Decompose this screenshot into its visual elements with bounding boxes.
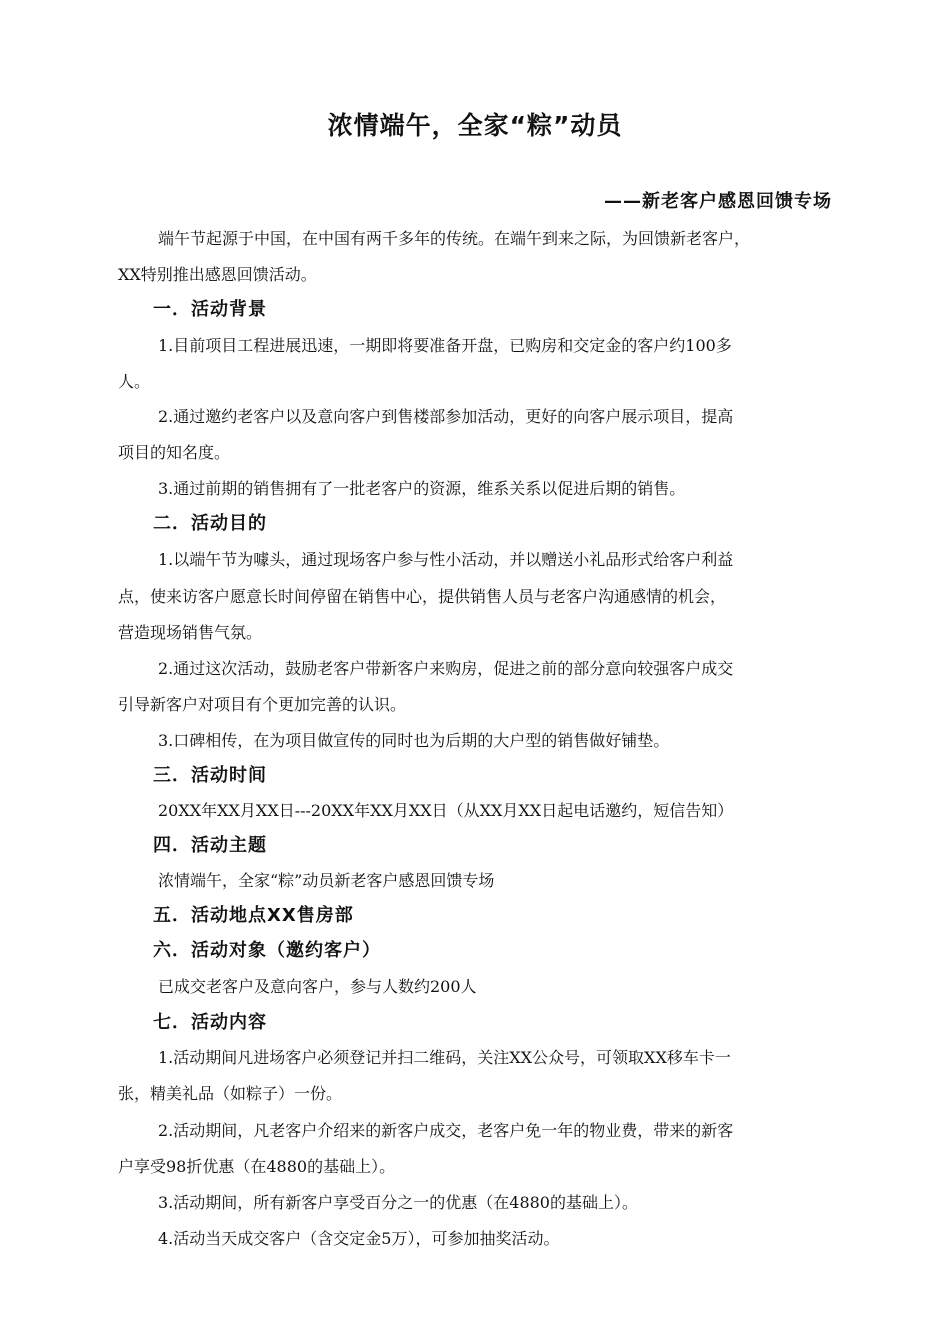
section-heading-location: 五．活动地点XX售房部: [153, 905, 354, 926]
paragraph-line: 引导新客户对项目有个更加完善的认识。: [118, 695, 407, 714]
paragraph-line: 浓情端午，全家“粽”动员新老客户感恩回馈专场: [158, 871, 495, 890]
paragraph-line: 张，精美礼品（如粽子）一份。: [118, 1084, 343, 1103]
paragraph-line: 项目的知名度。: [118, 443, 231, 462]
section-heading-theme: 四．活动主题: [153, 835, 267, 856]
intro-line: 端午节起源于中国，在中国有两千多年的传统。在端午到来之际，为回馈新老客户，: [158, 229, 751, 248]
paragraph-line: 1.以端午节为噱头，通过现场客户参与性小活动，并以赠送小礼品形式给客户利益: [158, 550, 734, 569]
section-heading-background: 一．活动背景: [153, 299, 267, 320]
intro-line: XX特别推出感恩回馈活动。: [118, 265, 317, 284]
section-heading-purpose: 二．活动目的: [153, 513, 267, 534]
paragraph-line: 营造现场销售气氛。: [118, 623, 263, 642]
section-heading-time: 三．活动时间: [153, 765, 267, 786]
paragraph-line: 点，使来访客户愿意长时间停留在销售中心，提供销售人员与老客户沟通感情的机会，: [118, 587, 727, 606]
paragraph-line: 3.活动期间，所有新客户享受百分之一的优惠（在4880的基础上）。: [158, 1193, 638, 1212]
paragraph-line: 1.目前项目工程进展迅速，一期即将要准备开盘，已购房和交定金的客户约100多: [158, 336, 732, 355]
section-heading-content: 七．活动内容: [153, 1012, 267, 1033]
document-subtitle: ——新老客户感恩回馈专场: [604, 191, 832, 212]
paragraph-line: 户享受98折优惠（在4880的基础上）。: [118, 1157, 396, 1176]
document-title: 浓情端午，全家“粽”动员: [327, 111, 623, 140]
paragraph-line: 3.口碑相传，在为项目做宣传的同时也为后期的大户型的销售做好铺垫。: [158, 731, 670, 750]
paragraph-line: 已成交老客户及意向客户，参与人数约200人: [158, 977, 477, 996]
paragraph-line: 3.通过前期的销售拥有了一批老客户的资源，维系关系以促进后期的销售。: [158, 479, 686, 498]
paragraph-line: 2.活动期间，凡老客户介绍来的新客户成交，老客户免一年的物业费，带来的新客: [158, 1121, 734, 1140]
paragraph-line: 2.通过邀约老客户以及意向客户到售楼部参加活动，更好的向客户展示项目，提高: [158, 407, 734, 426]
paragraph-line: 20XX年XX月XX日---20XX年XX月XX日（从XX月XX日起电话邀约，短信告知）: [158, 801, 734, 820]
paragraph-line: 人。: [118, 372, 151, 391]
section-heading-audience: 六．活动对象（邀约客户）: [153, 940, 381, 961]
paragraph-line: 4.活动当天成交客户（含交定金5万），可参加抽奖活动。: [158, 1229, 560, 1248]
paragraph-line: 2.通过这次活动，鼓励老客户带新客户来购房，促进之前的部分意向较强客户成交: [158, 659, 734, 678]
paragraph-line: 1.活动期间凡进场客户必须登记并扫二维码，关注XX公众号，可领取XX移车卡一: [158, 1048, 731, 1067]
